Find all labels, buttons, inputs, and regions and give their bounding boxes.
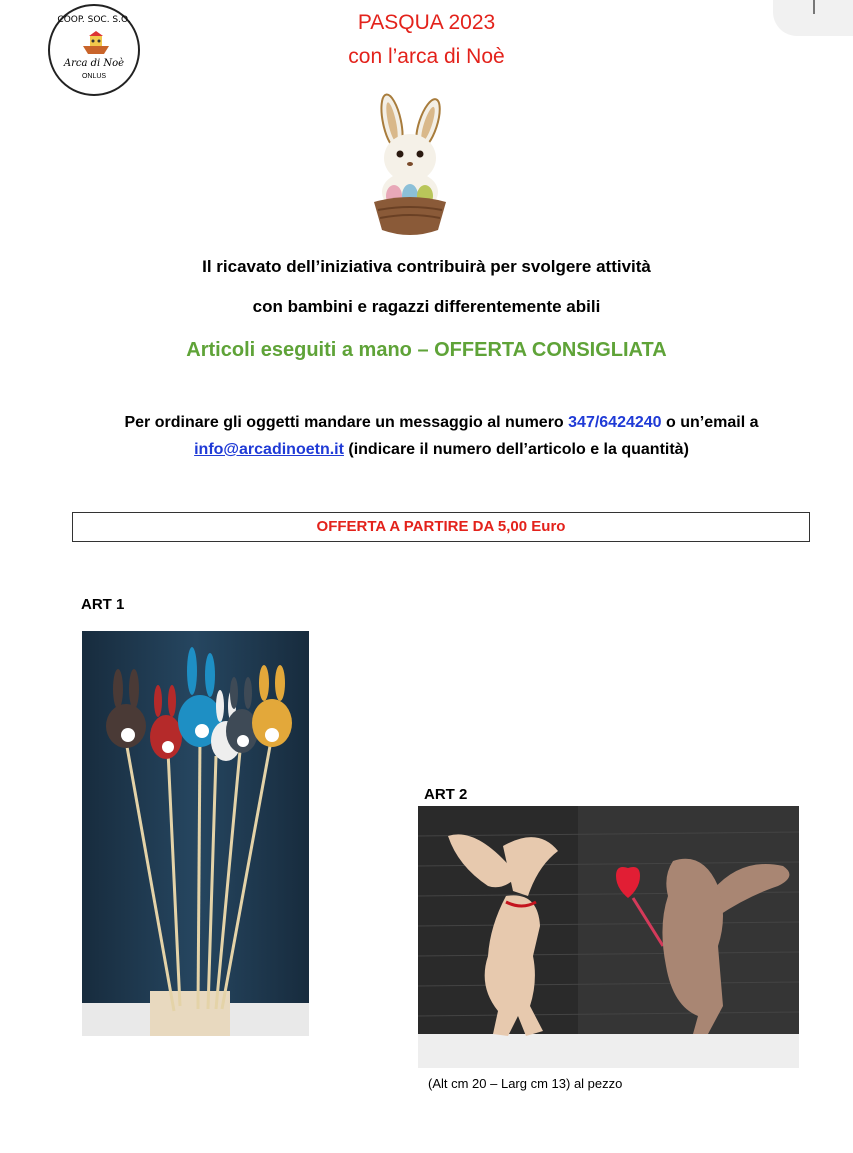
order-text2: o un’email a xyxy=(661,414,759,431)
page-subtitle: con l’arca di Noè xyxy=(348,45,505,68)
art2-image xyxy=(418,806,799,1068)
art1-image xyxy=(82,631,309,1036)
offer-box: OFFERTA A PARTIRE DA 5,00 Euro xyxy=(72,512,810,542)
easter-bunny-image xyxy=(360,92,460,242)
art1-label: ART 1 xyxy=(81,596,125,613)
intro-line1: Il ricavato dell’iniziativa contribuirà per svolgere attività xyxy=(202,257,651,276)
order-instructions xyxy=(60,409,823,463)
email-link[interactable]: info@arcadinoetn.it xyxy=(194,441,344,458)
logo-line2: Arca di Noè xyxy=(63,58,125,69)
art2-caption: (Alt cm 20 – Larg cm 13) al pezzo xyxy=(428,1076,623,1091)
intro-line2: con bambini e ragazzi differentemente abili xyxy=(252,297,601,316)
handmade-offer-heading: Articoli eseguiti a mano – OFFERTA CONSIGLIATA xyxy=(186,339,667,361)
phone-number[interactable]: 347/6424240 xyxy=(568,414,662,431)
order-text1: Per ordinare gli oggetti mandare un messaggio al numero xyxy=(124,414,569,431)
order-text3: (indicare il numero dell’articolo e la quantità) xyxy=(343,441,689,458)
page-title: PASQUA 2023 xyxy=(357,11,496,34)
logo-line3: ONLUS xyxy=(81,73,107,80)
logo-line1: COOP. SOC. S.O. xyxy=(57,15,131,25)
art2-label: ART 2 xyxy=(424,786,468,803)
